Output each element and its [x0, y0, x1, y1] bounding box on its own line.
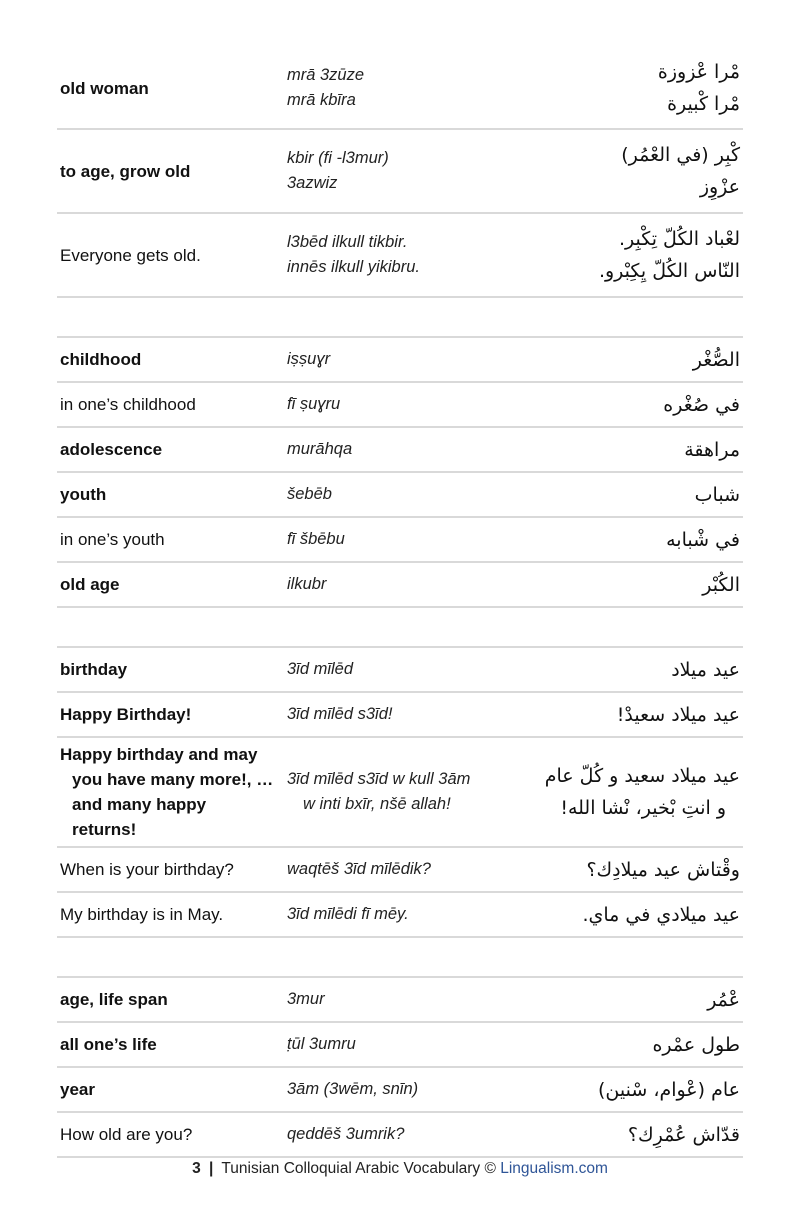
transliteration [287, 857, 517, 882]
book-title: Tunisian Colloquial Arabic Vocabulary © [221, 1160, 496, 1177]
transliteration-line: mrā 3zūze [287, 66, 365, 84]
transliteration [287, 146, 517, 196]
english-term [57, 702, 287, 727]
transliteration-line: waqtēš 3īd mīlēdik? [287, 860, 431, 878]
english-line: birthday [60, 660, 128, 679]
english-term [57, 1032, 287, 1057]
arabic-line: و انتِ بْخير، نْشا الله! [560, 797, 726, 819]
transliteration-line: w inti bxīr, nšē allah! [303, 795, 451, 813]
transliteration-line: murāhqa [287, 440, 353, 458]
vocab-row [57, 214, 743, 298]
transliteration [287, 392, 517, 417]
arabic-term [517, 899, 743, 931]
vocab-group [57, 336, 743, 608]
arabic-term [517, 524, 743, 556]
arabic-term [517, 1029, 743, 1061]
arabic-term [517, 760, 743, 824]
transliteration [287, 987, 517, 1012]
vocab-group [57, 48, 743, 298]
transliteration-line: 3azwiz [287, 174, 338, 192]
transliteration-line: 3īd mīlēd [287, 660, 354, 678]
transliteration-line: fī šbēbu [287, 530, 345, 548]
arabic-line: وقْتاش عيد ميلادِك؟ [586, 858, 740, 881]
transliteration-line: iṣṣuɣr [287, 350, 331, 368]
arabic-line: لعْباد الكُلّ تِكْبِر. [618, 228, 740, 250]
arabic-term [517, 984, 743, 1016]
transliteration [287, 1032, 517, 1057]
arabic-term [517, 479, 743, 511]
arabic-term [517, 389, 743, 421]
transliteration-line: kbir (fi -l3mur) [287, 149, 389, 167]
english-term [57, 76, 287, 101]
english-line: Everyone gets old. [60, 245, 201, 265]
arabic-term [517, 223, 743, 287]
transliteration-line: 3īd mīlēd s3īd! [287, 705, 393, 723]
english-line: and many happy [72, 795, 207, 814]
vocabulary-page [57, 48, 743, 1196]
transliteration [287, 767, 517, 817]
english-line: youth [60, 485, 107, 504]
transliteration-line: innēs ilkull yikibru. [287, 258, 420, 276]
vocabulary-groups [57, 48, 743, 1158]
transliteration [287, 482, 517, 507]
english-line: you have many more!, … [72, 770, 274, 789]
transliteration-line: qeddēš 3umrik? [287, 1125, 405, 1143]
arabic-line: مراهقة [684, 438, 740, 461]
arabic-line: عيد ميلاد [671, 658, 740, 681]
english-term [57, 572, 287, 597]
transliteration [287, 572, 517, 597]
english-term [57, 243, 287, 268]
english-line: My birthday is in May. [60, 905, 224, 924]
arabic-line: الصُّغْر [692, 348, 740, 371]
english-term [57, 987, 287, 1012]
vocab-group [57, 646, 743, 938]
arabic-term [517, 434, 743, 466]
transliteration-line: 3mur [287, 990, 325, 1008]
english-line: childhood [60, 350, 142, 369]
vocab-group [57, 976, 743, 1158]
english-term [57, 437, 287, 462]
english-line: old woman [60, 78, 149, 98]
english-line: all one’s life [60, 1035, 157, 1054]
vocab-row [57, 738, 743, 848]
transliteration [287, 63, 517, 113]
arabic-term [517, 1119, 743, 1151]
transliteration [287, 437, 517, 462]
arabic-line: مْرا كْبيرة [667, 93, 740, 115]
vocab-row [57, 563, 743, 608]
arabic-line: النّاس الكُلّ يِكِبْرو. [598, 260, 740, 282]
english-line: age, life span [60, 990, 168, 1009]
english-term [57, 159, 287, 184]
arabic-line: طول عمْره [652, 1033, 740, 1056]
english-term [57, 902, 287, 927]
vocab-row [57, 383, 743, 428]
transliteration [287, 527, 517, 552]
vocab-row [57, 1023, 743, 1068]
transliteration [287, 347, 517, 372]
english-line: adolescence [60, 440, 163, 459]
english-line: year [60, 1080, 95, 1099]
english-term [57, 857, 287, 882]
lingualism-link[interactable]: Lingualism.com [500, 1160, 608, 1177]
vocab-row [57, 1113, 743, 1158]
arabic-line: في صُغْره [663, 393, 740, 416]
vocab-row [57, 693, 743, 738]
english-line: in one’s childhood [60, 395, 196, 414]
vocab-row [57, 1068, 743, 1113]
transliteration-line: l3bēd ilkull tikbir. [287, 233, 408, 251]
english-line: returns! [72, 820, 137, 839]
page-number: 3 [192, 1160, 201, 1177]
vocab-row [57, 848, 743, 893]
english-term [57, 392, 287, 417]
vocab-row [57, 518, 743, 563]
transliteration-line: 3īd mīlēd s3īd w kull 3ām [287, 770, 471, 788]
arabic-term [517, 344, 743, 376]
vocab-row [57, 48, 743, 130]
transliteration [287, 1077, 517, 1102]
arabic-term [517, 854, 743, 886]
english-term [57, 1077, 287, 1102]
vocab-row [57, 473, 743, 518]
transliteration-line: 3ām (3wēm, snīn) [287, 1080, 419, 1098]
transliteration-line: šebēb [287, 485, 332, 503]
arabic-line: في شْبابه [666, 528, 740, 551]
vocab-row [57, 130, 743, 214]
arabic-line: عيد ميلاد سعيدْ! [616, 703, 740, 726]
vocab-row [57, 338, 743, 383]
arabic-term [517, 699, 743, 731]
english-term [57, 527, 287, 552]
vocab-row [57, 428, 743, 473]
arabic-line: شباب [694, 483, 740, 506]
arabic-line: عام (عْوام، سْنين) [598, 1078, 740, 1101]
transliteration [287, 1122, 517, 1147]
english-line: old age [60, 575, 120, 594]
vocab-row [57, 893, 743, 938]
english-line: Happy birthday and may [60, 745, 258, 764]
transliteration-line: fī ṣuɣru [287, 395, 341, 413]
arabic-line: الكُبْر [702, 573, 740, 596]
arabic-line: كْبِر (في العْمُر) [621, 144, 740, 166]
transliteration [287, 230, 517, 280]
english-term [57, 742, 287, 842]
english-line: How old are you? [60, 1125, 193, 1144]
vocab-row [57, 648, 743, 693]
english-term [57, 482, 287, 507]
english-line: When is your birthday? [60, 860, 234, 879]
arabic-term [517, 569, 743, 601]
footer-separator: | [209, 1160, 214, 1177]
transliteration [287, 902, 517, 927]
arabic-line: مْرا عْزوزة [657, 61, 740, 83]
arabic-line: عزْوِز [699, 176, 740, 198]
transliteration [287, 702, 517, 727]
arabic-line: عْمُر [707, 988, 740, 1011]
arabic-line: عيد ميلادي في ماي. [582, 903, 740, 926]
transliteration-line: ilkubr [287, 575, 327, 593]
arabic-line: قدّاش عُمْرِك؟ [627, 1123, 740, 1146]
english-term [57, 347, 287, 372]
transliteration-line: ṭūl 3umru [287, 1035, 356, 1053]
english-line: in one’s youth [60, 530, 165, 549]
transliteration-line: mrā kbīra [287, 91, 356, 109]
transliteration [287, 657, 517, 682]
transliteration-line: 3īd mīlēdi fī mēy. [287, 905, 409, 923]
english-term [57, 1122, 287, 1147]
english-line: Happy Birthday! [60, 705, 192, 724]
english-line: to age, grow old [60, 161, 191, 181]
arabic-term [517, 654, 743, 686]
vocab-row [57, 978, 743, 1023]
arabic-term [517, 1074, 743, 1106]
page-footer [0, 1160, 800, 1178]
arabic-term [517, 56, 743, 120]
arabic-term [517, 139, 743, 203]
english-term [57, 657, 287, 682]
arabic-line: عيد ميلاد سعيد و كُلّ عام [544, 765, 740, 787]
